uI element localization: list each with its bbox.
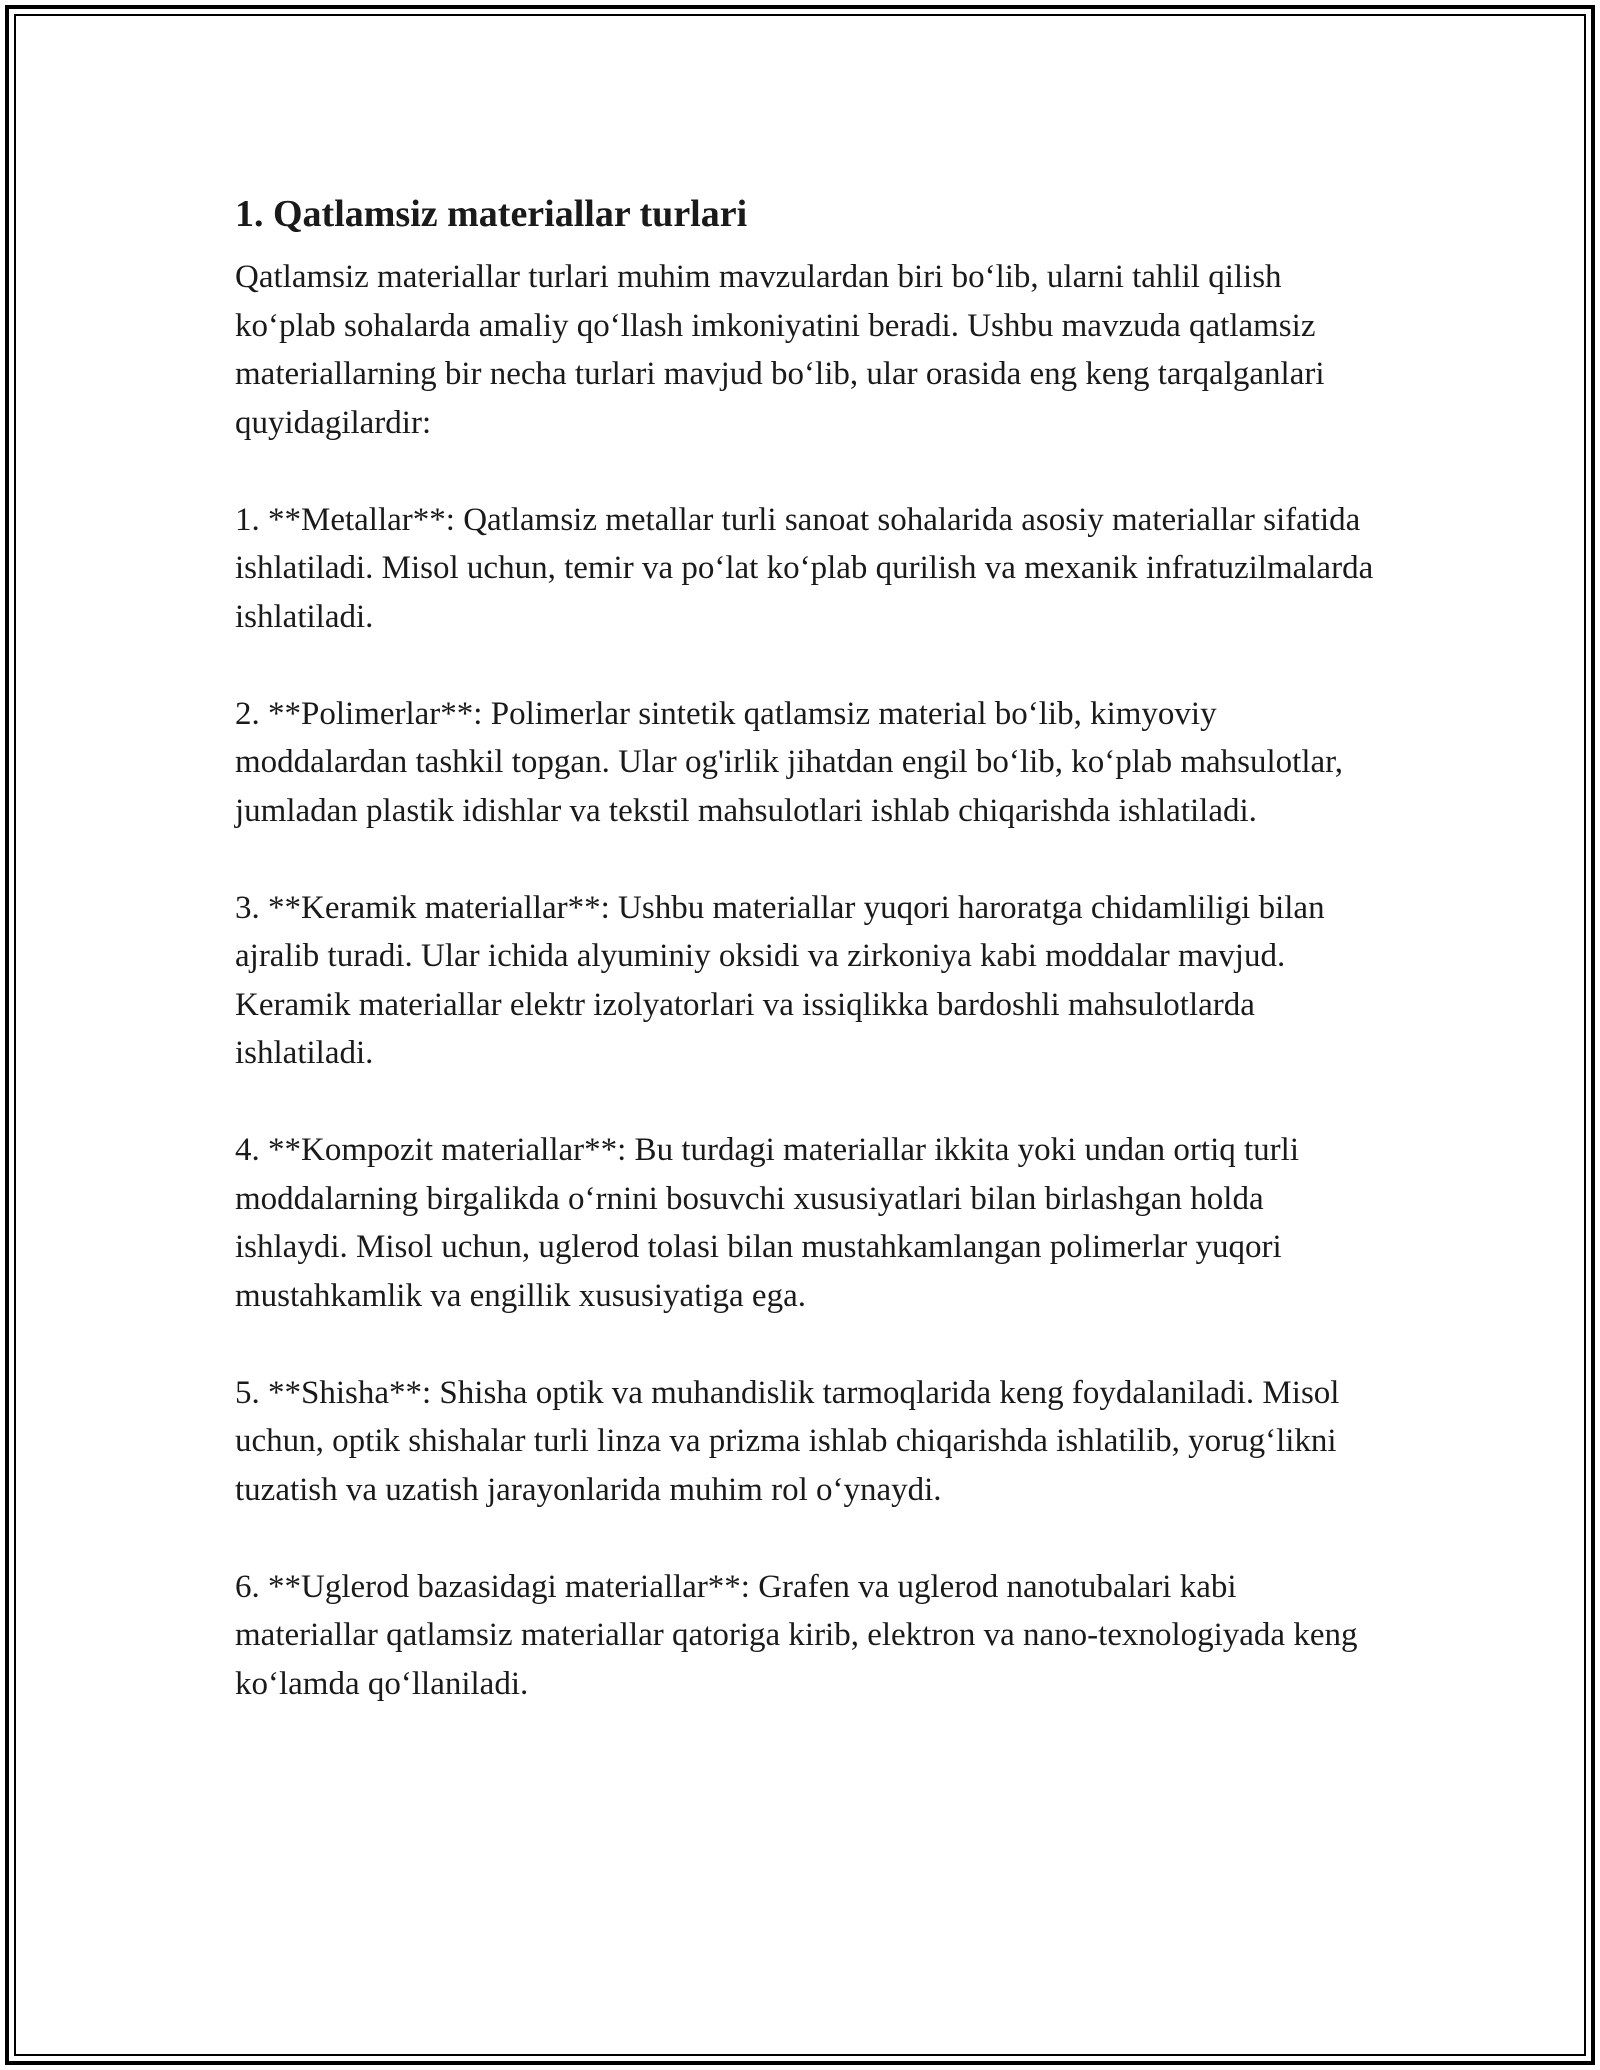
list-item-uglerod: 6. **Uglerod bazasidagi materiallar**: Grafen va uglerod nanotubalari kabi materiallar qatlamsiz materiallar qatoriga kirib, elektron va nano-texnologiyada keng ko‘lamda qo‘llaniladi. bbox=[235, 1568, 1358, 1702]
list-item-shisha: 5. **Shisha**: Shisha optik va muhandislik tarmoqlarida keng foydalaniladi. Misol uchun, optik shishalar turli linza va prizma ishlab chiqarishda ishlatilib, yorug‘likni tuzatish va uzatish jarayonlarida muhim rol o‘ynaydi. bbox=[235, 1374, 1340, 1508]
intro-paragraph: Qatlamsiz materiallar turlari muhim mavzulardan biri bo‘lib, ularni tahlil qilish ko‘plab sohalarda amaliy qo‘llash imkoniyatini beradi. Ushbu mavzuda qatlamsiz materiallarning bir necha turlari mavjud bo‘lib, ular orasida eng keng tarqalganlari quyidagilardir: bbox=[235, 259, 1325, 441]
document-page bbox=[235, 185, 1375, 1757]
list-item-keramik: 3. **Keramik materiallar**: Ushbu materiallar yuqori haroratga chidamliligi bilan ajralib turadi. Ular ichida alyuminiy oksidi va zirkoniya kabi moddalar mavjud. Keramik materiallar elektr izolyatorlari va issiqlikka bardoshli mahsulotlarda ishlatiladi. bbox=[235, 889, 1325, 1071]
list-item-kompozit: 4. **Kompozit materiallar**: Bu turdagi materiallar ikkita yoki undan ortiq turli moddalarning birgalikda o‘rnini bosuvchi xususiyatlari bilan birlashgan holda ishlaydi. Misol uchun, uglerod tolasi bilan mustahkamlangan polimerlar yuqori mustahkamlik va engillik xususiyatiga ega. bbox=[235, 1132, 1299, 1314]
section-heading: 1. Qatlamsiz materiallar turlari bbox=[235, 193, 748, 235]
list-item-metallar: 1. **Metallar**: Qatlamsiz metallar turli sanoat sohalarida asosiy materiallar sifatida ishlatiladi. Misol uchun, temir va po‘lat ko‘plab qurilish va mexanik infratuzilmalarda ishlatiladi. bbox=[235, 501, 1374, 635]
list-item-polimerlar: 2. **Polimerlar**: Polimerlar sintetik qatlamsiz material bo‘lib, kimyoviy moddalardan tashkil topgan. Ular og'irlik jihatdan engil bo‘lib, ko‘plab mahsulotlar, jumladan plastik idishlar va tekstil mahsulotlari ishlab chiqarishda ishlatiladi. bbox=[235, 695, 1344, 829]
